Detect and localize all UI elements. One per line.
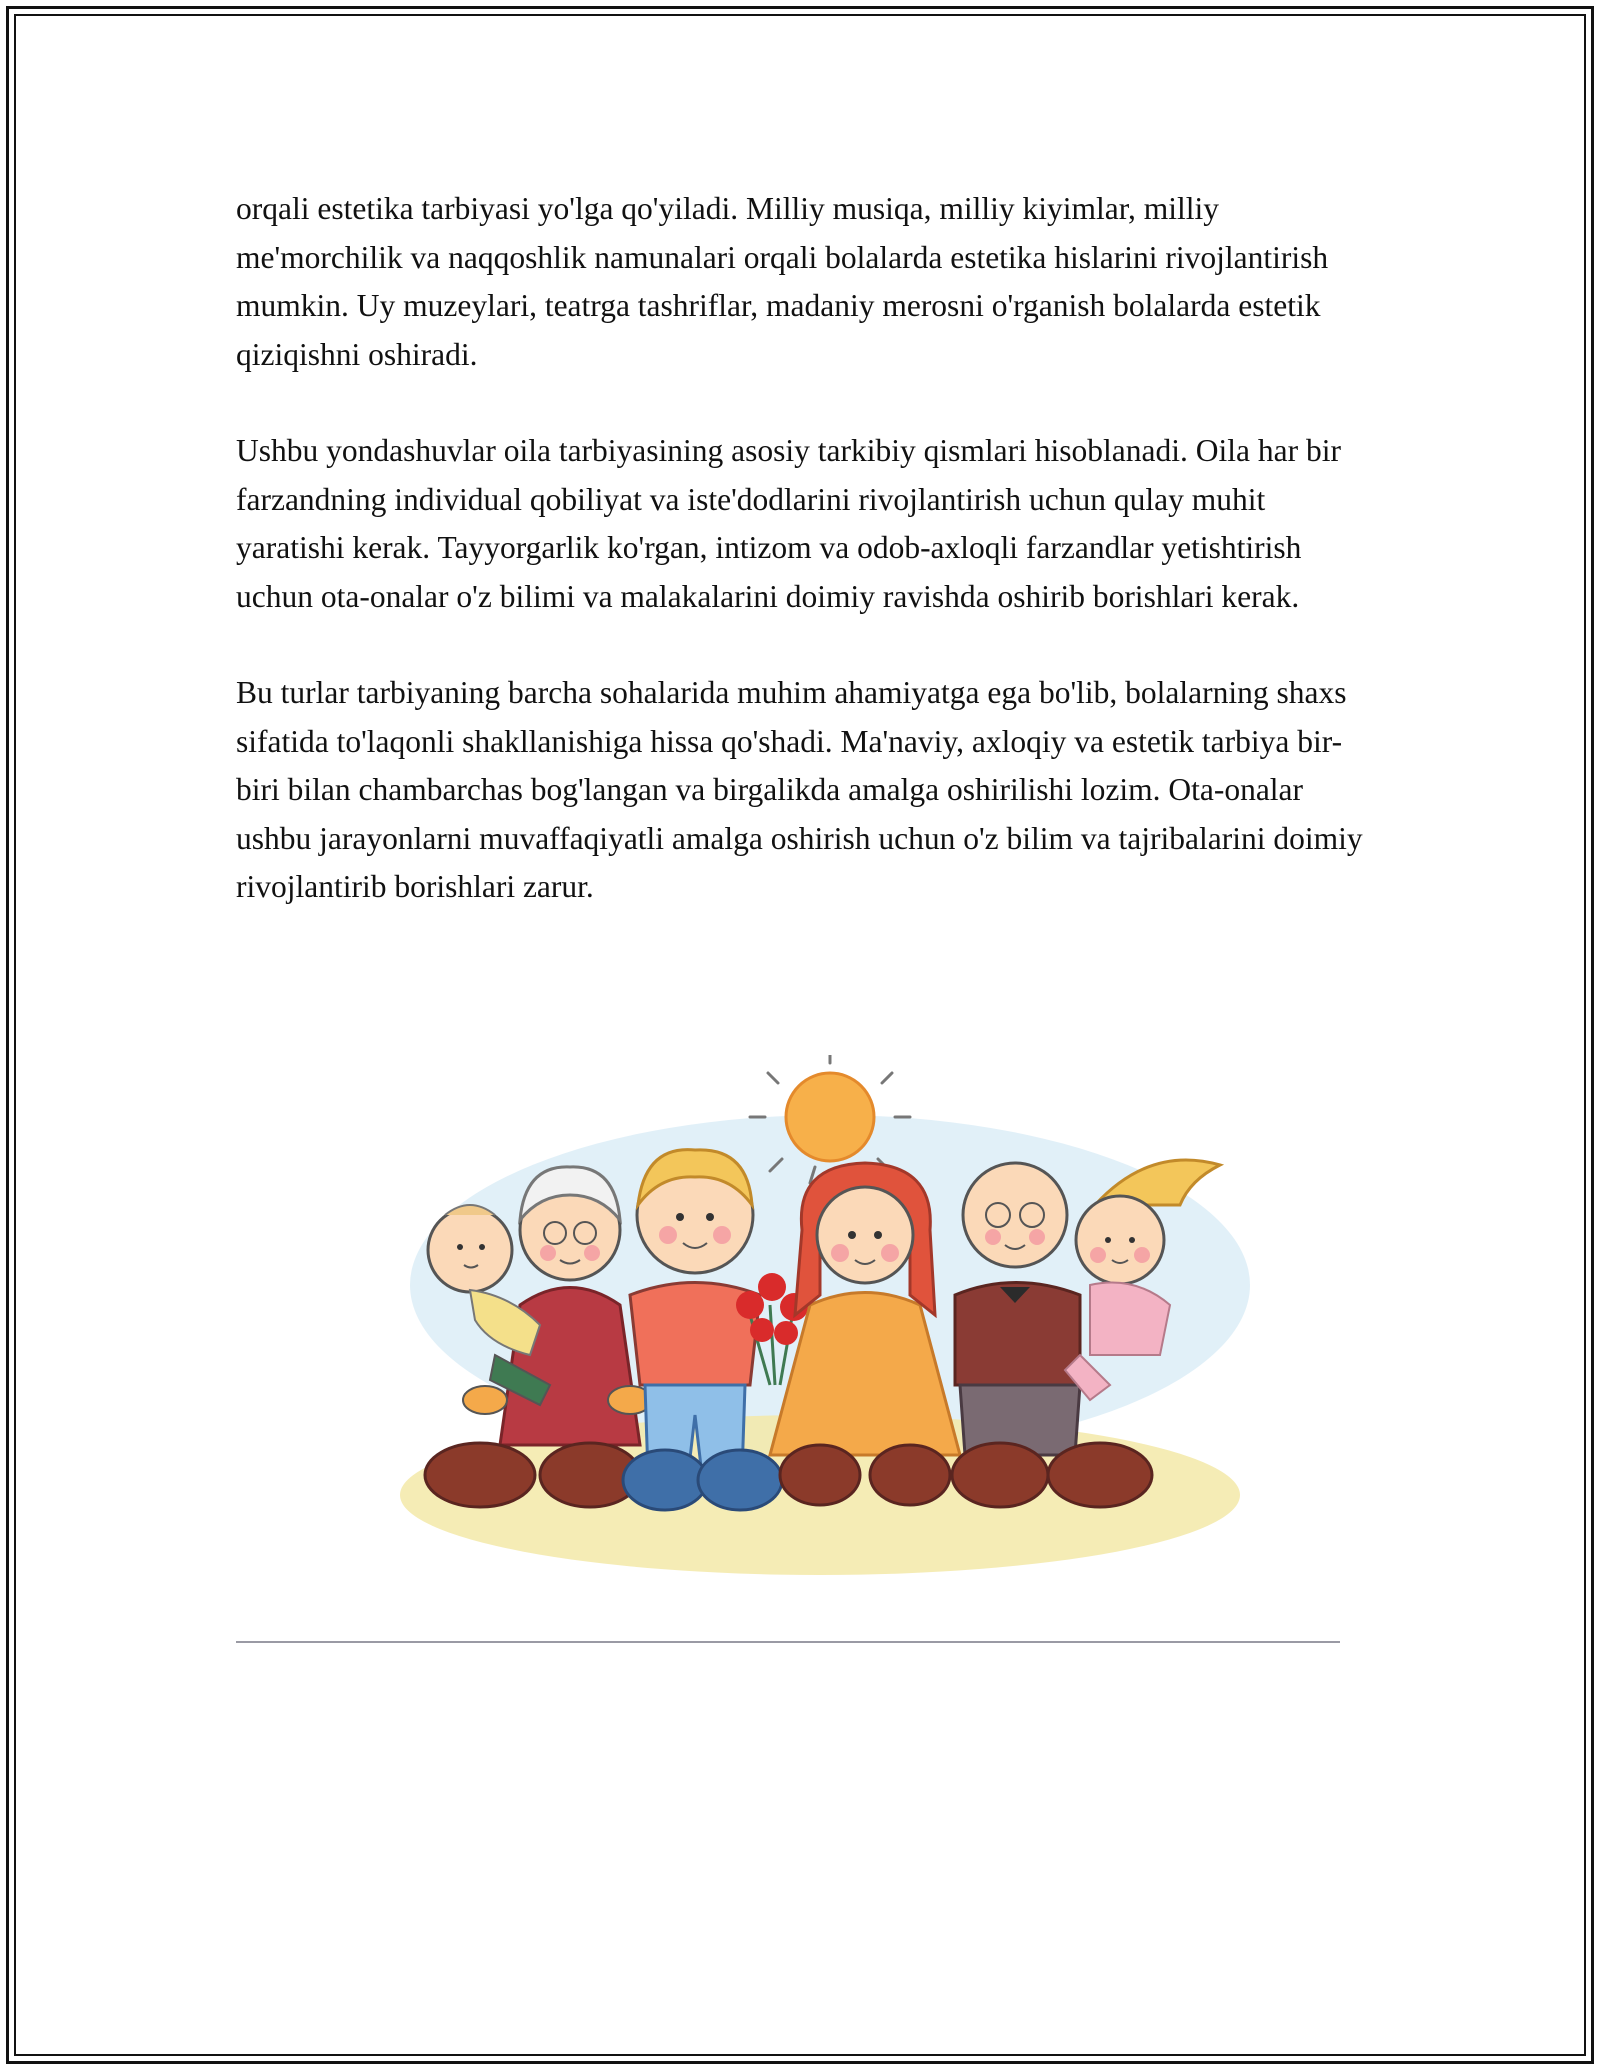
horizontal-rule xyxy=(236,1641,1340,1643)
paragraph-family-approaches: Ushbu yondashuvlar oila tarbiyasining asosiy tarkibiy qismlari hisoblanadi. Oila har bir farzandning individual qobiliyat va iste'dodlarini rivojlantirish uchun qulay muhit yaratishi kerak. Tayyorgarlik ko'rgan, intizom va odob-axloqli farzandlar yetishtirish uchun ota-onalar o'z bilimi va malakalarini doimiy ravishda oshirib borishlari kerak. xyxy=(236,433,1341,614)
family-illustration xyxy=(390,1055,1270,1575)
document-body xyxy=(236,185,1366,960)
paragraph-aesthetic-education: orqali estetika tarbiyasi yo'lga qo'yiladi. Milliy musiqa, milliy kiyimlar, milliy me'morchilik va naqqoshlik namunalari orqali bolalarda estetika hislarini rivojlantirish mumkin. Uy muzeylari, teatrga tashriflar, madaniy merosni o'rganish bolalarda estetik qiziqishni oshiradi. xyxy=(236,191,1329,372)
paragraph-types-of-upbringing: Bu turlar tarbiyaning barcha sohalarida muhim ahamiyatga ega bo'lib, bolalarning shaxs sifatida to'laqonli shakllanishiga hissa qo'shadi. Ma'naviy, axloqiy va estetik tarbiya bir-biri bilan chambarchas bog'langan va birgalikda amalga oshirilishi lozim. Ota-onalar ushbu jarayonlarni muvaffaqiyatli amalga oshirish uchun o'z bilim va tajribalarini doimiy rivojlantirib borishlari zarur. xyxy=(236,675,1363,904)
grandpa-figure xyxy=(955,1163,1080,1455)
